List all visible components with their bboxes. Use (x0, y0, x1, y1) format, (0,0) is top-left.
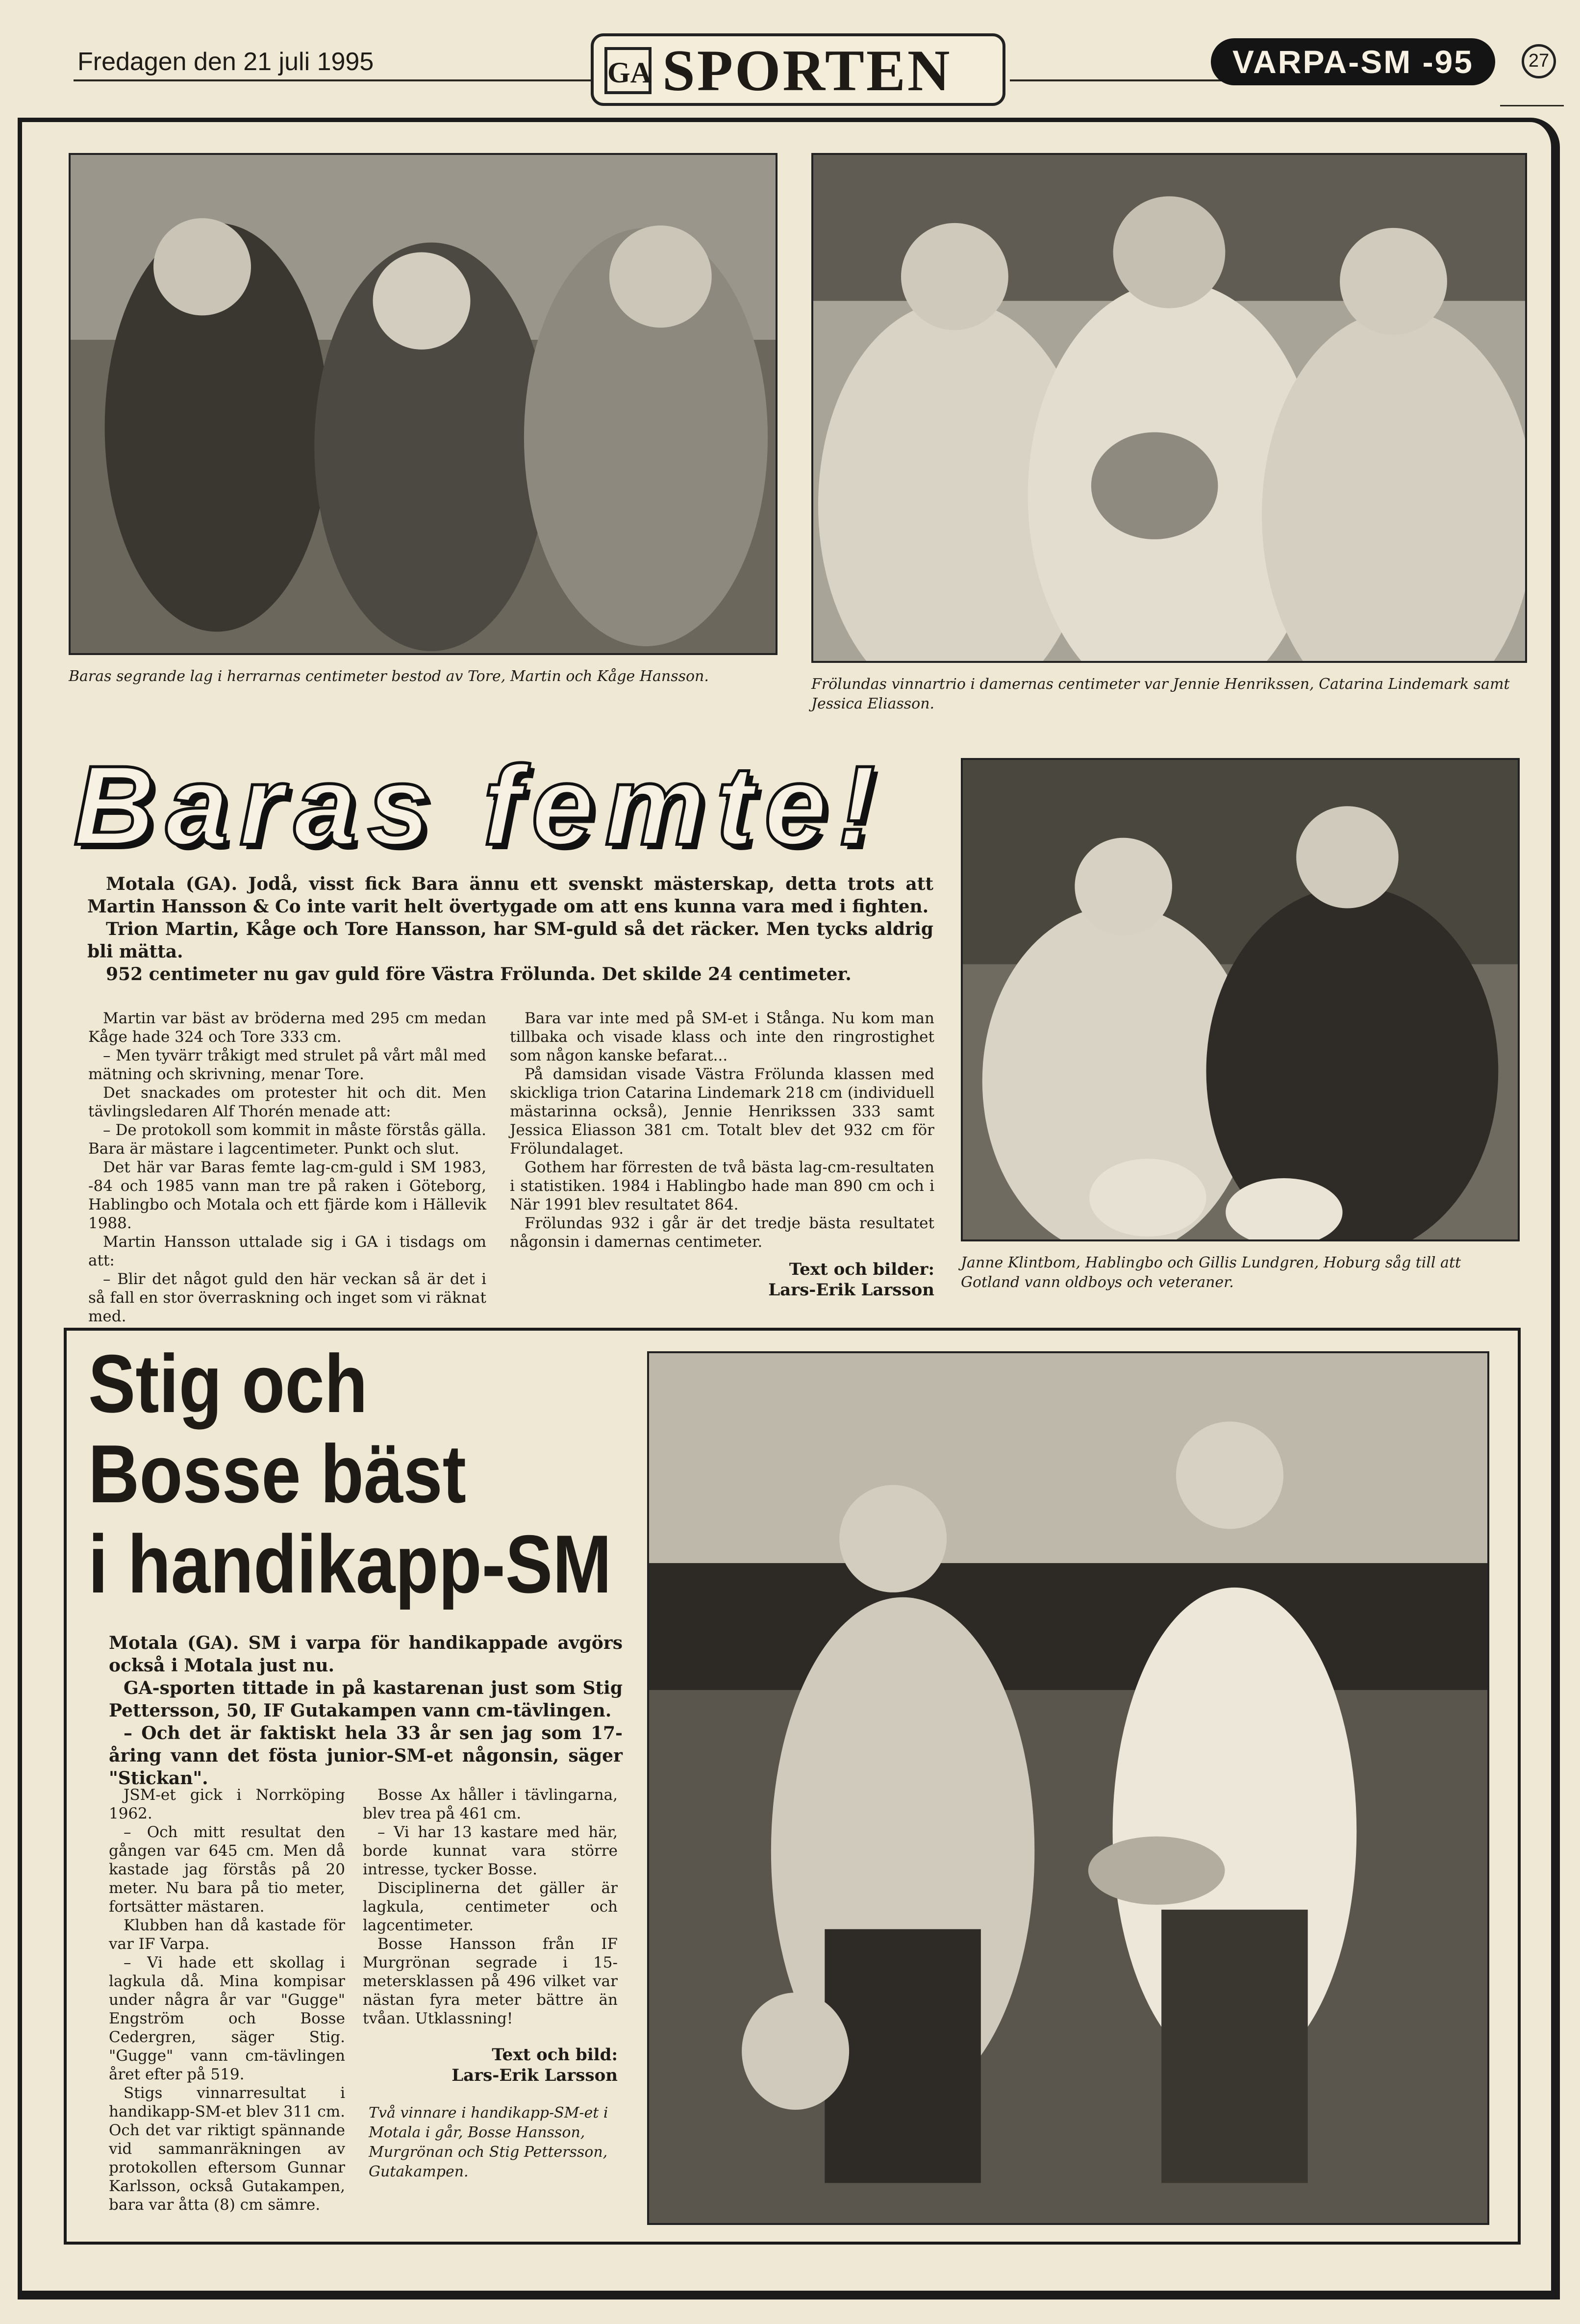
article1-column-2 (510, 1009, 934, 1259)
body-paragraph: – De protokoll som kommit in måste förstås gälla. Bara är mästare i lagcentimeter. Punkt och slut. (88, 1121, 486, 1158)
ingress-paragraph: GA-sporten tittade in på kastarenan just som Stig Pettersson, 50, IF Gutakampen vann cm-tävlingen. (109, 1678, 623, 1721)
body-paragraph: – Blir det något guld den här veckan så är det i så fall en stor överraskning och inget som vi räknat med. (88, 1270, 486, 1325)
photo-bara-team-image (71, 155, 776, 653)
body-paragraph: Bosse Hansson från IF Murgrönan segrade i 15-metersklassen på 496 vilket var nästan fyra meter bättre än tvåan. Utklassning! (363, 1935, 618, 2027)
masthead-rule-left (74, 79, 593, 81)
article2-byline (392, 2045, 618, 2089)
headline-line: i handikapp-SM (88, 1518, 612, 1610)
ingress-paragraph: Trion Martin, Kåge och Tore Hansson, har SM-guld så det räcker. Men tycks aldrig bli mätta. (87, 919, 933, 962)
headline-line: Stig och (88, 1338, 368, 1430)
body-paragraph: Martin Hansson uttalade sig i GA i tisdags om att: (88, 1233, 486, 1269)
masthead-rule-under (1500, 105, 1564, 106)
article1-ingress (87, 873, 933, 995)
caption-gotland-veterans: Janne Klintbom, Hablingbo och Gillis Lundgren, Hoburg såg till att Gotland vann oldboys och veteraner. (961, 1254, 1461, 1291)
photo-bara-team (69, 153, 777, 655)
event-badge: VARPA-SM -95 (1211, 38, 1495, 85)
body-paragraph: – Och mitt resultat den gången var 645 cm. Men då kastade jag förstås på 20 meter. Nu bara på tio meter, fortsätter mästaren. (109, 1823, 345, 1916)
article1-byline (686, 1259, 934, 1303)
headline-handikapp (88, 1339, 652, 1613)
photo-gotland-veterans-image (963, 760, 1518, 1239)
article2-column-2 (363, 1786, 618, 2031)
ingress-paragraph: Motala (GA). SM i varpa för handikappade avgörs också i Motala just nu. (109, 1633, 623, 1676)
photo-gotland-veterans (961, 758, 1520, 1241)
byline-name: Lars-Erik Larsson (451, 2066, 618, 2085)
body-paragraph: Bosse Ax håller i tävlingarna, blev trea på 461 cm. (363, 1786, 618, 1822)
body-paragraph: JSM-et gick i Norrköping 1962. (109, 1786, 345, 1822)
masthead-rule-right (1010, 79, 1226, 81)
body-paragraph: Bara var inte med på SM-et i Stånga. Nu kom man tillbaka och visade klass och inte den ringrostighet som någon kanske befarat... (510, 1010, 934, 1064)
ingress-paragraph: 952 centimeter nu gav guld före Västra Frölunda. Det skilde 24 centimeter. (106, 964, 852, 985)
page-number: 27 (1522, 44, 1556, 78)
caption-handikapp-winners: Två vinnare i handikapp-SM-et i Motala i går, Bosse Hansson, Murgrönan och Stig Pettersson, Gutakampen. (369, 2104, 608, 2180)
caption-frolunda-trio: Frölundas vinnartrio i damernas centimeter var Jennie Henrikssen, Catarina Lindemark samt Jessica Eliasson. (811, 676, 1510, 712)
body-paragraph: På damsidan visade Västra Frölunda klassen med skickliga trion Catarina Lindemark 218 cm (individuell mästarinna också), Jennie Henrikssen 333 samt Jessica Eliasson 381 cm. Totalt blev det 932 cm för Frölundalaget. (510, 1065, 934, 1158)
body-paragraph: Stigs vinnarresultat i handikapp-SM-et blev 311 cm. Och det var riktigt spännande vid sammanräkningen av protokollen eftersom Gunnar Karlsson, också Gutakampen, bara var åtta (8) cm sämre. (109, 2084, 345, 2214)
section-title: SPORTEN (662, 38, 952, 103)
body-paragraph: Det här var Baras femte lag-cm-guld i SM 1983, -84 och 1985 vann man tre på raken i Göteborg, Hablingbo och Motala och ett fjärde kom i Hällevik 1988. (88, 1159, 486, 1232)
photo-frolunda-trio (811, 153, 1527, 663)
photo-frolunda-trio-image (813, 155, 1525, 661)
body-paragraph: Klubben han då kastade för var IF Varpa. (109, 1917, 345, 1953)
headline-baras-femte: Baras femte! (74, 742, 886, 868)
caption-bara-team: Baras segrande lag i herrarnas centimeter bestod av Tore, Martin och Kåge Hansson. (69, 668, 709, 685)
headline-line: Bosse bäst (88, 1428, 466, 1520)
body-paragraph: Disciplinerna det gäller är lagkula, centimeter och lagcentimeter. (363, 1879, 618, 1934)
byline-label: Text och bilder: (789, 1260, 934, 1279)
article1-column-1 (88, 1009, 486, 1325)
ingress-paragraph: – Och det är faktiskt hela 33 år sen jag som 17-åring vann det fösta junior-SM-et någonsin, säger "Stickan". (109, 1723, 623, 1789)
byline-label: Text och bild: (492, 2045, 618, 2065)
article2-ingress (109, 1632, 623, 1789)
byline-name: Lars-Erik Larsson (768, 1280, 934, 1300)
article2-column-1 (109, 1786, 345, 2227)
body-paragraph: Martin var bäst av bröderna med 295 cm medan Kåge hade 324 och Tore 333 cm. (88, 1010, 486, 1046)
body-paragraph: – Vi hade ett skollag i lagkula då. Mina kompisar under några år var "Gugge" Engström och Bosse Cedergren, säger Stig. "Gugge" vann cm-tävlingen året efter på 519. (109, 1954, 345, 2083)
body-paragraph: Det snackades om protester hit och dit. Men tävlingsledaren Alf Thorén menade att: (88, 1084, 486, 1120)
body-paragraph: – Men tyvärr tråkigt med strulet på vårt mål med mätning och skrivning, menar Tore. (88, 1047, 486, 1083)
section-logo (591, 33, 1005, 106)
body-paragraph: Frölundas 932 i går är det tredje bästa resultatet någonsin i damernas centimeter. (510, 1214, 934, 1251)
body-paragraph: Gothem har förresten de två bästa lag-cm-resultaten i statistiken. 1984 i Hablingbo hade man 890 cm och i När 1991 blev resultatet 864. (510, 1159, 934, 1213)
logo-initials: GA (604, 47, 652, 94)
photo-handikapp-winners-image (649, 1353, 1487, 2223)
issue-date: Fredagen den 21 juli 1995 (77, 48, 374, 76)
body-paragraph: – Vi har 13 kastare med här, borde kunnat vara större intresse, tycker Bosse. (363, 1823, 618, 1878)
ingress-paragraph: Motala (GA). Jodå, visst fick Bara ännu ett svenskt mästerskap, detta trots att Martin Hansson & Co inte varit helt övertygade om att ens kunna vara med i fighten. (87, 874, 933, 917)
photo-handikapp-winners (647, 1351, 1489, 2225)
